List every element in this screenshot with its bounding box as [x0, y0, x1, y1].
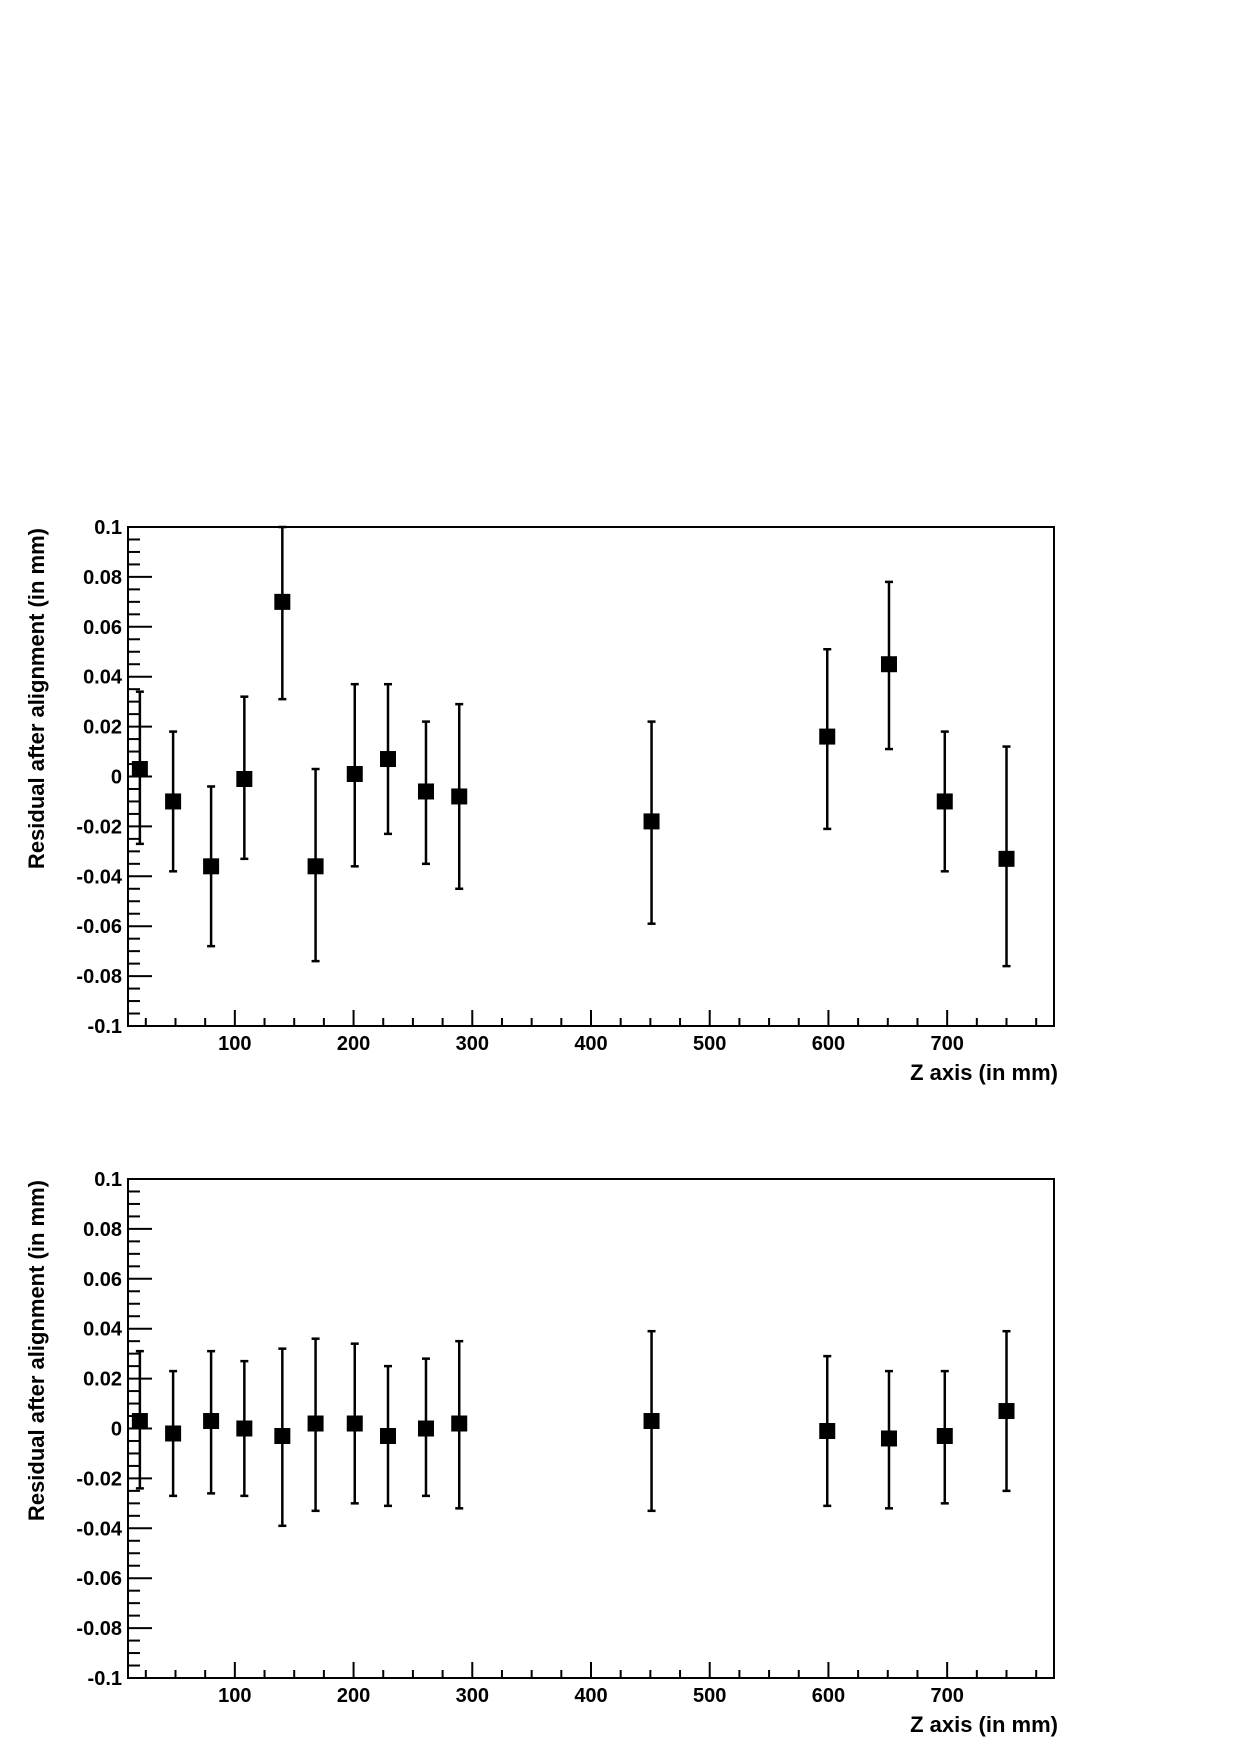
y-tick-label: 0.06	[83, 616, 122, 639]
x-axis-title: Z axis (in mm)	[910, 1060, 1058, 1085]
data-point-marker	[418, 1421, 434, 1437]
x-tick-label: 200	[336, 1033, 371, 1055]
y-tick-label: -0.1	[87, 1016, 122, 1038]
plot-frame	[128, 527, 1054, 1026]
y-tick-label: -0.04	[76, 866, 122, 889]
data-point-marker	[644, 813, 660, 829]
chart-top	[24, 517, 1058, 1085]
y-tick-label: 0.04	[83, 1318, 122, 1341]
chart-bottom-axes	[76, 1169, 1054, 1707]
data-point-marker	[644, 1413, 660, 1429]
data-point-marker	[132, 761, 148, 777]
y-tick-label: 0.08	[83, 566, 122, 589]
x-tick-label: 100	[218, 1685, 252, 1707]
data-point-marker	[308, 858, 324, 874]
data-point-marker	[165, 793, 181, 809]
x-tick-label: 700	[930, 1033, 964, 1055]
y-axis-title: Residual after alignment (in mm)	[24, 1180, 49, 1522]
data-point-marker	[380, 1428, 396, 1444]
data-point-marker	[203, 1413, 219, 1429]
y-tick-label: 0.02	[83, 716, 122, 739]
data-point-marker	[451, 788, 467, 804]
x-tick-label: 600	[811, 1685, 846, 1707]
y-tick-label: -0.02	[76, 816, 122, 839]
y-tick-label: -0.08	[76, 1618, 122, 1641]
y-tick-label: 0.06	[83, 1268, 122, 1291]
y-tick-label: -0.02	[76, 1468, 122, 1491]
data-point-marker	[451, 1416, 467, 1432]
x-tick-label: 300	[455, 1685, 489, 1707]
x-tick-label: 200	[336, 1685, 371, 1707]
chart-top-axes	[76, 517, 1054, 1055]
data-point-marker	[203, 858, 219, 874]
x-tick-label: 500	[693, 1033, 727, 1055]
data-point-marker	[819, 729, 835, 745]
y-tick-label: 0.08	[83, 1218, 122, 1241]
chart-bottom-marks	[132, 1331, 1015, 1526]
data-point-marker	[999, 1403, 1015, 1419]
y-tick-label: -0.06	[76, 1568, 122, 1591]
chart-bottom	[24, 1169, 1058, 1737]
y-tick-label: 0	[110, 1418, 122, 1441]
x-tick-label: 300	[455, 1033, 489, 1055]
data-point-marker	[881, 1430, 897, 1446]
x-tick-label: 100	[218, 1033, 252, 1055]
data-point-marker	[999, 851, 1015, 867]
data-point-marker	[236, 1421, 252, 1437]
x-tick-label: 400	[574, 1685, 608, 1707]
data-point-marker	[881, 656, 897, 672]
y-tick-label: -0.08	[76, 966, 122, 989]
x-tick-label: 500	[693, 1685, 727, 1707]
y-tick-label: -0.1	[87, 1668, 122, 1690]
y-tick-label: -0.06	[76, 916, 122, 939]
data-point-marker	[132, 1413, 148, 1429]
chart-top-marks	[132, 527, 1015, 966]
data-point-marker	[819, 1423, 835, 1439]
y-tick-label: 0.1	[94, 517, 122, 539]
y-tick-label: 0.1	[94, 1169, 122, 1191]
data-point-marker	[418, 783, 434, 799]
y-tick-label: 0.04	[83, 666, 122, 689]
plot-frame	[128, 1179, 1054, 1678]
y-tick-label: 0	[110, 766, 122, 789]
data-point-marker	[165, 1425, 181, 1441]
data-point-marker	[347, 766, 363, 782]
y-tick-label: 0.02	[83, 1368, 122, 1391]
data-point-marker	[236, 771, 252, 787]
data-point-marker	[937, 1428, 953, 1444]
data-point-marker	[380, 751, 396, 767]
x-axis-title: Z axis (in mm)	[910, 1712, 1058, 1737]
y-axis-title: Residual after alignment (in mm)	[24, 528, 49, 870]
data-point-marker	[274, 594, 290, 610]
x-tick-label: 700	[930, 1685, 964, 1707]
x-tick-label: 600	[811, 1033, 846, 1055]
data-point-marker	[274, 1428, 290, 1444]
x-tick-label: 400	[574, 1033, 608, 1055]
y-tick-label: -0.04	[76, 1518, 122, 1541]
data-point-marker	[937, 793, 953, 809]
data-point-marker	[308, 1416, 324, 1432]
data-point-marker	[347, 1416, 363, 1432]
